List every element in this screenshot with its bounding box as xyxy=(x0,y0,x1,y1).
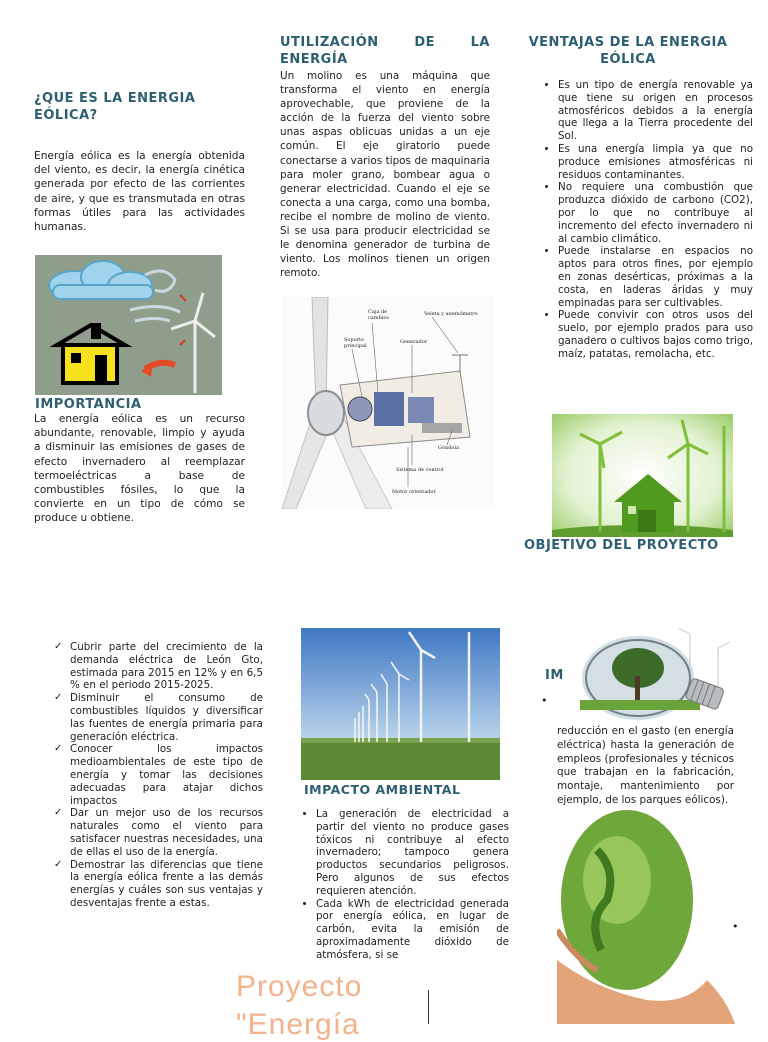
wind-farm-photo xyxy=(301,628,500,780)
utilizacion-text: Un molino es una máquina que transforma el viento en energía aprovechable, que proviene de la acción de la fuerza del viento sobre unas aspas oblicuas unidas a un eje común. El eje giratorio puede conectarse a varios tipos de maquinaria para moler grano, bombear agua o generar electricidad. Cuando el eje se conecta a una carga, como una bomba, recibe el nombre de molino de viento. Si se usa para producir electricidad se le denomina generador de turbina de viento. Los molinos tienen un origen remoto. xyxy=(280,70,490,280)
ventajas-list xyxy=(538,79,753,361)
diagram-label: Motor orientador xyxy=(392,489,436,495)
list-item: ✓ Conocer los impactos medioambientales de este tipo de energía y tomar las decisiones adecuadas para atajar dichos impactos xyxy=(70,743,263,807)
importancia-heading: IMPORTANCIA xyxy=(35,397,142,412)
list-item: • Puede instalarse en espacios no aptos para otros fines, por ejemplo en zonas desérticas, próximas a la costa, en laderas áridas y muy empinadas para ser cultivables. xyxy=(558,245,753,309)
list-item: ✓ Disminuir el consumo de combustibles líquidos y diversificar las fuentes de energía primaria para generación eléctrica. xyxy=(70,692,263,743)
utilizacion-heading: UTILIZACIÓN DE LA ENERGÍA xyxy=(280,35,490,67)
list-item: ✓ Demostrar las diferencias que tiene la energía eólica frente a las demás energías y cuáles son sus ventajas y desventajas frente a estas. xyxy=(70,859,263,910)
partial-heading: IM xyxy=(545,668,564,683)
importancia-text: La energía eólica es un recurso abundante, renovable, limpio y ayuda a disminuir las emisiones de gases de efecto invernadero al reemplazar termoeléctricas a base de combustibles fósiles, lo que la convierte en un tipo de cómo se produce u obtiene. xyxy=(34,413,245,525)
list-item: • Es un tipo de energía renovable ya que tiene su origen en procesos atmosféricos debidos a la energía que llega a la Tierra procedente del Sol. xyxy=(558,79,753,143)
column-divider xyxy=(428,990,429,1024)
project-title-line1: Proyecto xyxy=(236,970,363,1003)
impacto-heading: IMPACTO AMBIENTAL xyxy=(304,782,461,797)
objetivos-list xyxy=(52,641,263,910)
diagram-label: Caja de cambios xyxy=(368,309,389,321)
diagram-label: Generador xyxy=(400,339,428,345)
list-item: ✓ Dar un mejor uso de los recursos naturales como el viento para satisfacer nuestras necesidades, una de ellas el uso de la energía. xyxy=(70,807,263,858)
diagram-label: Soporte principal xyxy=(344,337,367,349)
bullet-icon: • xyxy=(541,694,548,707)
que-es-text: Energía eólica es la energía obtenida del viento, es decir, la energía cinética generada por efecto de las corrientes de aire, y que es transmutada en otras formas útiles para las actividades humanas. xyxy=(34,150,245,234)
diagram-label: Góndola xyxy=(438,445,460,451)
list-item: • No requiere una combustión que produzca dióxido de carbono (CO2), por lo que no contribuye al incremento del efecto invernadero ni al cambio climático. xyxy=(558,181,753,245)
bullet-icon: • xyxy=(732,920,739,933)
lightbulb-tree-image xyxy=(580,628,733,722)
que-es-heading: ¿QUE ES LA ENERGIA EÓLICA? xyxy=(34,91,196,123)
impacto-list xyxy=(296,808,509,962)
ventajas-heading: VENTAJAS DE LA ENERGIA EÓLICA xyxy=(528,35,728,67)
list-item: • Es una energía limpia ya que no produce emisiones atmosféricas ni residuos contaminantes. xyxy=(558,143,753,181)
beneficios-text: reducción en el gasto (en energía eléctrica) hasta la generación de empleos (profesionales y técnicos que trabajan en la fabricación, montaje, mantenimiento por ejemplo, de los parques eólicos). xyxy=(557,725,734,806)
objetivo-heading: OBJETIVO DEL PROYECTO xyxy=(524,538,719,553)
list-item: ✓ Cubrir parte del crecimiento de la demanda eléctrica de León Gto, estimada para 2015 en 12% y en 6,5 % en el periodo 2015-2025. xyxy=(70,641,263,692)
project-title-line2: "Energía xyxy=(236,1008,360,1041)
list-item: • La generación de electricidad a partir del viento no produce gases tóxicos ni contribuye al efecto invernadero; tampoco genera productos secundarios peligrosos. Pero algunos de sus efectos requieren atención. xyxy=(316,808,509,898)
turbine-nacelle-diagram xyxy=(282,297,494,509)
green-house-turbines-image xyxy=(552,414,733,537)
diagram-label: Veleta y anemómetro xyxy=(424,311,478,317)
wind-house-illustration xyxy=(35,255,222,395)
diagram-label: Sistema de control xyxy=(396,467,444,473)
list-item: • Puede convivir con otros usos del suelo, por ejemplo prados para uso ganadero o cultivos bajos como trigo, maíz, patatas, remolacha, etc. xyxy=(558,309,753,360)
list-item: • Cada kWh de electricidad generada por energía eólica, en lugar de carbón, evita la emisión de aproximadamente dióxido de atmósfera, si se xyxy=(316,898,509,962)
